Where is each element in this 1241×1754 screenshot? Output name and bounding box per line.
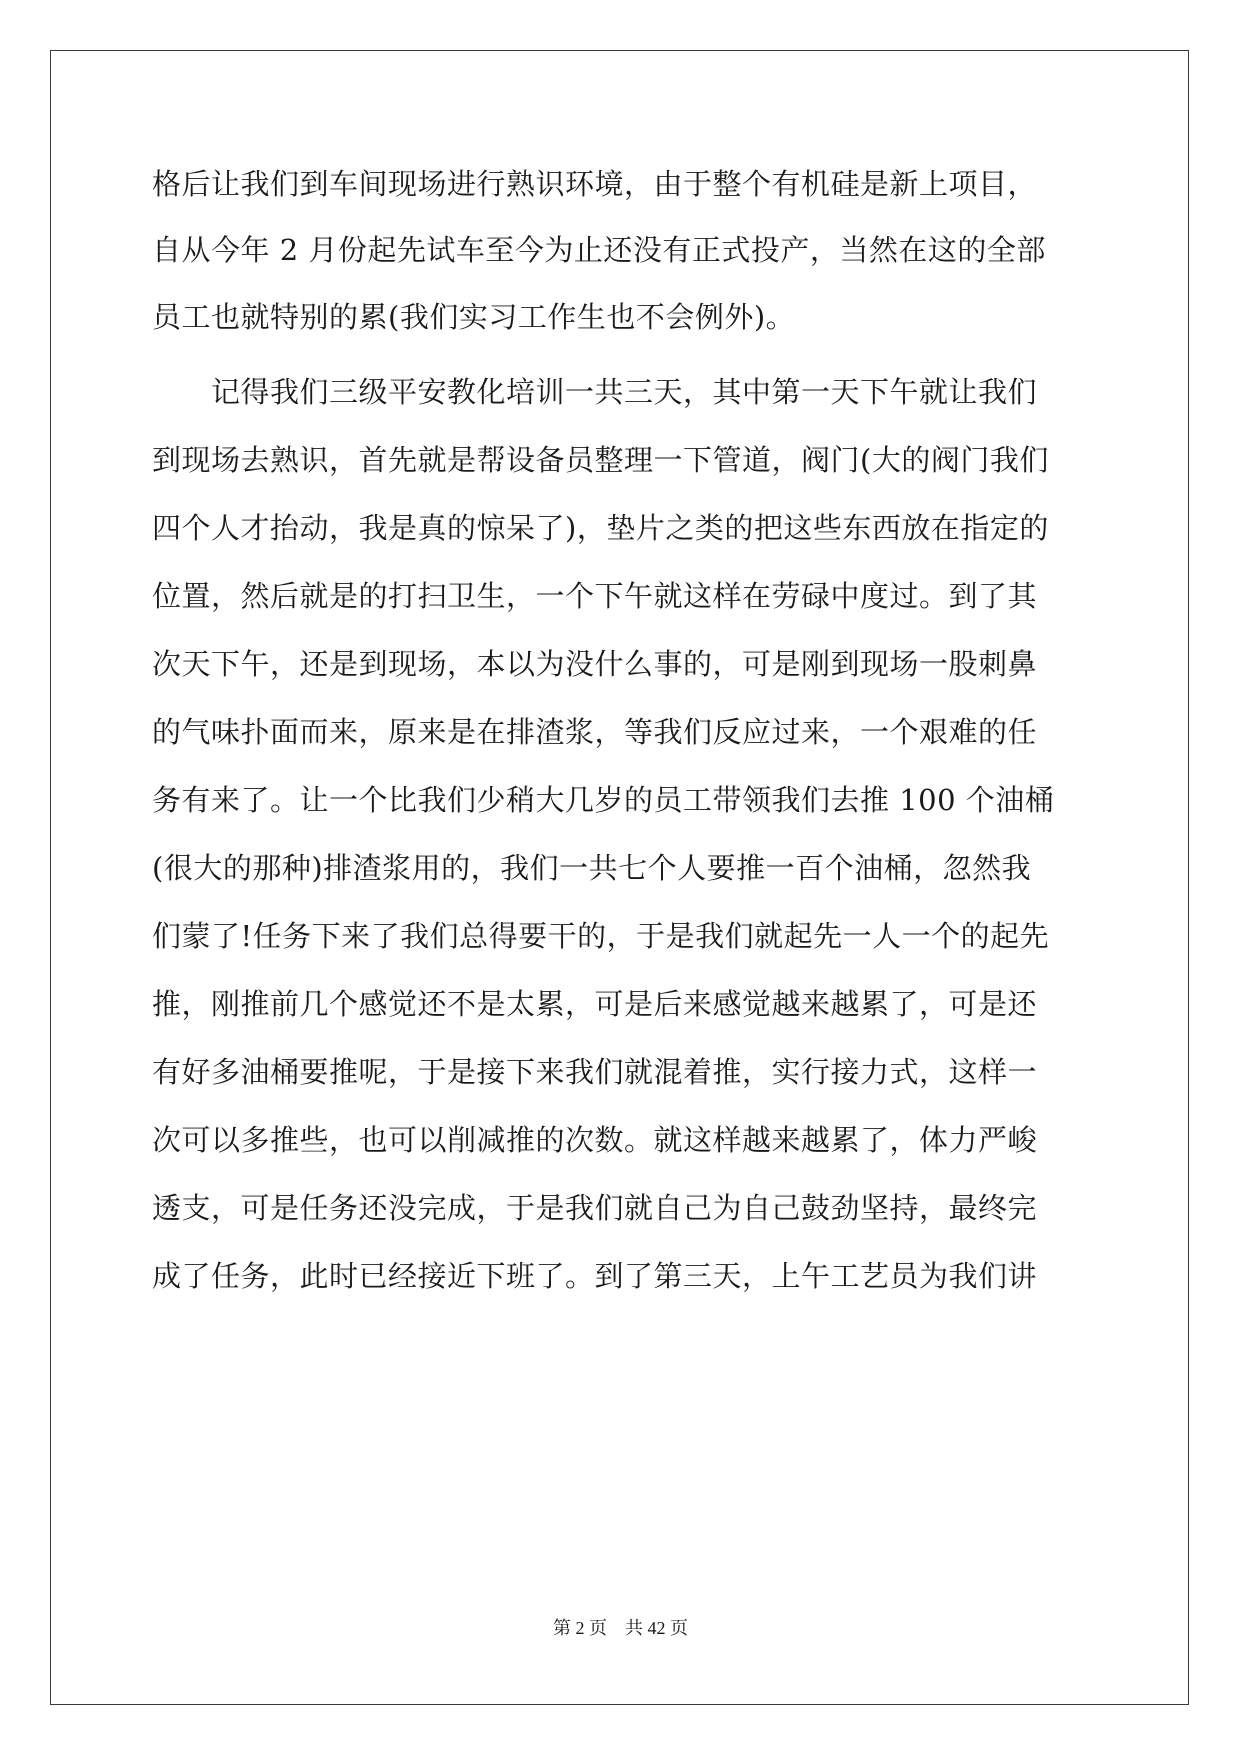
- text-line: 务有来了。让一个比我们少稍大几岁的员工带领我们去推 100 个油桶: [152, 783, 1055, 817]
- text-line: 记得我们三级平安教化培训一共三天，其中第一天下午就让我们: [152, 375, 1038, 409]
- text-line: 到现场去熟识，首先就是帮设备员整理一下管道，阀门(大的阀门我们: [152, 443, 1049, 477]
- text-line: 推，刚推前几个感觉还不是太累，可是后来感觉越来越累了，可是还: [152, 987, 1038, 1021]
- text-line: 员工也就特别的累(我们实习工作生也不会例外)。: [152, 300, 796, 334]
- text-line: 的气味扑面而来，原来是在排渣浆，等我们反应过来，一个艰难的任: [152, 715, 1038, 749]
- text-line: 有好多油桶要推呢，于是接下来我们就混着推，实行接力式，这样一: [152, 1055, 1038, 1089]
- text-line: 次可以多推些，也可以削减推的次数。就这样越来越累了，体力严峻: [152, 1123, 1038, 1157]
- page-total: 共 42 页: [625, 1618, 688, 1638]
- text-line: 自从今年 2 月份起先试车至今为止还没有正式投产，当然在这的全部: [152, 233, 1046, 267]
- page-number: 第 2 页: [553, 1618, 607, 1638]
- text-line: 们蒙了!任务下来了我们总得要干的，于是我们就起先一人一个的起先: [152, 919, 1050, 953]
- text-line: 格后让我们到车间现场进行熟识环境，由于整个有机硅是新上项目，: [152, 167, 1038, 201]
- text-line: 次天下午，还是到现场，本以为没什么事的，可是刚到现场一股刺鼻: [152, 647, 1038, 681]
- text-line: 成了任务，此时已经接近下班了。到了第三天，上午工艺员为我们讲: [152, 1259, 1038, 1293]
- page-footer: [0, 1614, 1241, 1640]
- text-line: 位置，然后就是的打扫卫生，一个下午就这样在劳碌中度过。到了其: [152, 579, 1038, 613]
- text-line: (很大的那种)排渣浆用的，我们一共七个人要推一百个油桶，忽然我: [152, 851, 1032, 885]
- text-line: 四个人才抬动，我是真的惊呆了)，垫片之类的把这些东西放在指定的: [152, 511, 1049, 545]
- text-line: 透支，可是任务还没完成，于是我们就自己为自己鼓劲坚持，最终完: [152, 1191, 1038, 1225]
